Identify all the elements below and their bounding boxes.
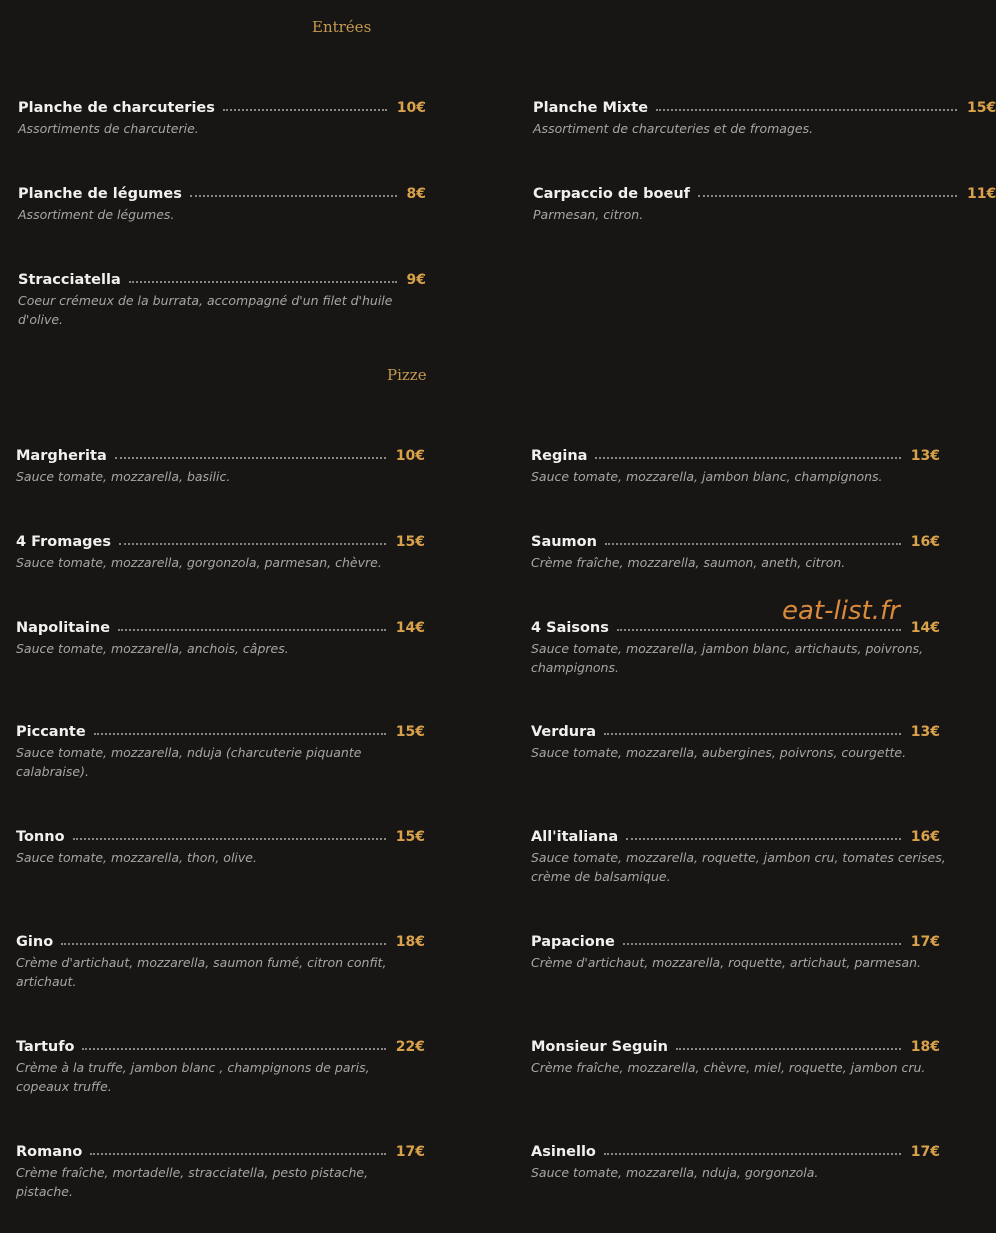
item-description: Assortiments de charcuterie. xyxy=(18,121,199,136)
dotted-leader xyxy=(656,109,957,111)
item-name: Papacione xyxy=(531,934,615,950)
dotted-leader xyxy=(73,838,386,840)
menu-item xyxy=(18,270,426,329)
item-price: 16€ xyxy=(910,829,940,845)
item-price: 17€ xyxy=(395,1144,425,1160)
menu-item xyxy=(531,446,940,486)
item-price: 11€ xyxy=(967,186,996,202)
item-price: 9€ xyxy=(406,272,426,288)
item-price: 22€ xyxy=(395,1039,425,1055)
menu-item xyxy=(531,932,940,972)
item-name: Monsieur Seguin xyxy=(531,1039,668,1055)
item-price: 17€ xyxy=(910,934,940,950)
watermark: eat-list.fr xyxy=(782,596,900,626)
dotted-leader xyxy=(190,195,397,197)
item-price: 13€ xyxy=(910,724,940,740)
menu-item xyxy=(16,827,425,867)
item-description: Sauce tomate, mozzarella, jambon blanc, artichauts, poivrons, champignons. xyxy=(531,641,924,675)
item-name: Carpaccio de boeuf xyxy=(533,186,690,202)
item-name: Saumon xyxy=(531,534,597,550)
item-description: Crème fraîche, mozzarella, chèvre, miel, roquette, jambon cru. xyxy=(531,1060,926,1075)
item-description: Sauce tomate, mozzarella, gorgonzola, parmesan, chèvre. xyxy=(16,555,382,570)
item-name: Planche Mixte xyxy=(533,100,649,116)
item-description: Coeur crémeux de la burrata, accompagné d'un filet d'huile d'olive. xyxy=(18,293,393,327)
dotted-leader xyxy=(626,838,901,840)
item-price: 13€ xyxy=(910,448,940,464)
dotted-leader xyxy=(595,457,900,459)
item-description: Sauce tomate, mozzarella, nduja, gorgonzola. xyxy=(531,1165,819,1180)
dotted-leader xyxy=(698,195,957,197)
dotted-leader xyxy=(90,1153,385,1155)
item-description: Crème d'artichaut, mozzarella, saumon fumé, citron confit, artichaut. xyxy=(16,955,387,989)
item-price: 8€ xyxy=(406,186,426,202)
item-name: Margherita xyxy=(16,448,107,464)
menu-item xyxy=(531,532,940,572)
menu-item xyxy=(16,1142,425,1201)
menu-item xyxy=(16,446,425,486)
item-name: Planche de charcuteries xyxy=(18,100,215,116)
menu-item xyxy=(531,722,940,762)
item-description: Assortiment de légumes. xyxy=(18,207,175,222)
item-name: Napolitaine xyxy=(16,620,111,636)
item-price: 14€ xyxy=(395,620,425,636)
dotted-leader xyxy=(623,943,901,945)
item-price: 10€ xyxy=(396,100,426,116)
item-name: Verdura xyxy=(531,724,597,740)
menu-item xyxy=(18,184,426,224)
item-price: 10€ xyxy=(395,448,425,464)
menu-item xyxy=(18,98,426,138)
item-description: Assortiment de charcuteries et de fromages. xyxy=(533,121,814,136)
menu-item xyxy=(531,1142,940,1182)
item-description: Crème d'artichaut, mozzarella, roquette, artichaut, parmesan. xyxy=(531,955,921,970)
item-price: 15€ xyxy=(395,724,425,740)
dotted-leader xyxy=(676,1048,901,1050)
item-name: Regina xyxy=(531,448,588,464)
item-name: Tartufo xyxy=(16,1039,75,1055)
item-name: Tonno xyxy=(16,829,65,845)
item-name: All'italiana xyxy=(531,829,619,845)
menu-item xyxy=(16,618,425,658)
dotted-leader xyxy=(115,457,386,459)
item-description: Sauce tomate, mozzarella, anchois, câpres. xyxy=(16,641,289,656)
menu-item xyxy=(16,722,425,781)
item-description: Crème fraîche, mozzarella, saumon, aneth, citron. xyxy=(531,555,846,570)
item-price: 15€ xyxy=(395,829,425,845)
item-name: Gino xyxy=(16,934,54,950)
item-price: 16€ xyxy=(910,534,940,550)
dotted-leader xyxy=(223,109,387,111)
item-description: Crème à la truffe, jambon blanc , champignons de paris, copeaux truffe. xyxy=(16,1060,370,1094)
item-price: 17€ xyxy=(910,1144,940,1160)
item-description: Sauce tomate, mozzarella, nduja (charcuterie piquante calabraise). xyxy=(16,745,362,779)
dotted-leader xyxy=(604,733,901,735)
menu-item xyxy=(533,184,996,224)
item-description: Parmesan, citron. xyxy=(533,207,644,222)
menu-item xyxy=(531,618,940,677)
item-price: 18€ xyxy=(395,934,425,950)
item-price: 18€ xyxy=(910,1039,940,1055)
section-title-entrees: Entrées xyxy=(312,18,372,36)
menu-item xyxy=(533,98,996,138)
item-description: Sauce tomate, mozzarella, aubergines, poivrons, courgette. xyxy=(531,745,907,760)
item-price: 15€ xyxy=(967,100,996,116)
menu-item xyxy=(16,1037,425,1096)
item-description: Sauce tomate, mozzarella, thon, olive. xyxy=(16,850,257,865)
item-name: 4 Fromages xyxy=(16,534,111,550)
menu-item xyxy=(531,1037,940,1077)
menu-item xyxy=(16,932,425,991)
item-description: Sauce tomate, mozzarella, jambon blanc, champignons. xyxy=(531,469,883,484)
item-name: Piccante xyxy=(16,724,86,740)
dotted-leader xyxy=(605,543,901,545)
item-name: Asinello xyxy=(531,1144,596,1160)
dotted-leader xyxy=(119,543,386,545)
item-name: Romano xyxy=(16,1144,83,1160)
item-name: Stracciatella xyxy=(18,272,121,288)
dotted-leader xyxy=(129,281,397,283)
dotted-leader xyxy=(82,1048,385,1050)
item-price: 15€ xyxy=(395,534,425,550)
item-description: Sauce tomate, mozzarella, basilic. xyxy=(16,469,231,484)
section-title-pizze: Pizze xyxy=(387,366,427,384)
item-description: Crème fraîche, mortadelle, stracciatella, pesto pistache, pistache. xyxy=(16,1165,369,1199)
item-name: 4 Saisons xyxy=(531,620,609,636)
menu-item xyxy=(531,827,946,886)
menu-item xyxy=(16,532,425,572)
dotted-leader xyxy=(118,629,386,631)
item-price: 14€ xyxy=(910,620,940,636)
dotted-leader xyxy=(617,629,901,631)
item-description: Sauce tomate, mozzarella, roquette, jambon cru, tomates cerises, crème de balsamique. xyxy=(531,850,946,884)
dotted-leader xyxy=(604,1153,901,1155)
dotted-leader xyxy=(61,943,386,945)
item-name: Planche de légumes xyxy=(18,186,182,202)
dotted-leader xyxy=(94,733,386,735)
